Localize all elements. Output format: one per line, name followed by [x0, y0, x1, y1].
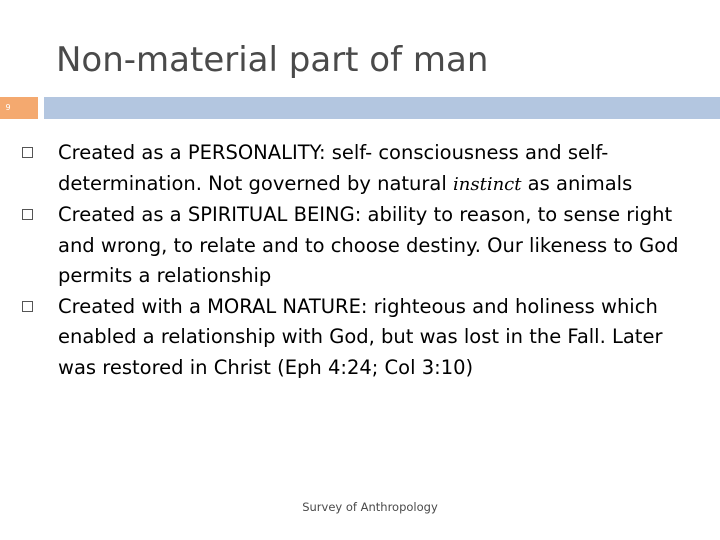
slide-number: 9 — [5, 103, 11, 112]
bullet-text: Created as a SPIRITUAL BEING: ability to reason, to sense right and wrong, to relate and to choose destiny. Our likeness to God permits a relationship — [58, 203, 679, 287]
bullet-item-personality — [20, 138, 700, 200]
bullet-text: Created with a MORAL NATURE: righteous and holiness which enabled a relationship with God, but was lost in the Fall. Later was restored in Christ (Eph 4:24; Col 3:10) — [58, 294, 663, 379]
bullet-text-end: as animals — [521, 171, 633, 195]
square-bullet-icon — [22, 301, 33, 312]
bullet-emphasis: instinct — [453, 173, 522, 195]
slide-title: Non-material part of man — [56, 40, 489, 80]
square-bullet-icon — [22, 147, 33, 158]
bullet-text: Created as a PERSONALITY: self- consciousness and self-determination. Not governed by natural — [58, 141, 609, 195]
bullet-item-spiritual-being — [20, 200, 700, 292]
bullet-item-moral-nature — [20, 292, 700, 384]
square-bullet-icon — [22, 209, 33, 220]
title-accent-bar — [44, 97, 720, 119]
slide-footer: Survey of Anthropology — [302, 500, 438, 514]
bullet-list — [20, 138, 700, 383]
